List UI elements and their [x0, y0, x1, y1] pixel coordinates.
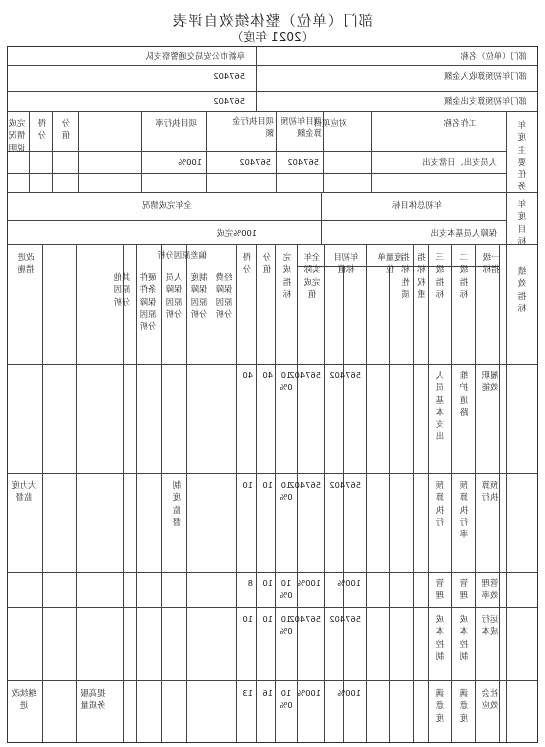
- row-score: 10: [262, 480, 273, 490]
- rule: [343, 266, 344, 742]
- row-target: 100%: [297, 688, 321, 698]
- row-lvl3: 满意度: [435, 688, 445, 723]
- rule: [321, 192, 322, 244]
- unit-head: 度量单位: [377, 252, 403, 275]
- rule: [256, 244, 257, 742]
- rule: [29, 111, 30, 192]
- points-head: 得分: [242, 252, 252, 275]
- rule: [428, 244, 429, 742]
- row-unit: 100%: [337, 578, 361, 588]
- tasks-section-label: 年度主要任务: [517, 120, 527, 192]
- row-unit: 100%: [337, 688, 361, 698]
- actual-head: 全年实际完成值: [303, 252, 321, 299]
- rule: [256, 65, 257, 111]
- rule: [324, 244, 325, 742]
- row-lvl1: 社会效应: [481, 688, 499, 711]
- row-lvl2: 满意度: [459, 688, 469, 723]
- rule: [413, 244, 414, 742]
- dev-hardware-head: 硬件条件保障原因分析: [139, 272, 157, 332]
- rule: [161, 244, 162, 742]
- goals-section-label: 年度目标: [517, 199, 527, 246]
- row-rate: 100%: [279, 614, 293, 637]
- dev-other-head: 其他原因分析: [113, 272, 131, 307]
- row-score: 40: [262, 370, 273, 380]
- row-target: 567402: [289, 614, 321, 624]
- rule: [276, 111, 277, 192]
- rule: [366, 244, 367, 742]
- rule: [42, 244, 43, 742]
- row-dev: 制度监督: [172, 480, 182, 527]
- rule: [297, 244, 298, 742]
- dev-budget-head: 经费保障原因分析: [215, 272, 233, 319]
- task-score-head: 分值: [61, 118, 71, 141]
- rule: [371, 111, 372, 192]
- goal-target-label: 年初总体目标: [392, 200, 442, 210]
- rule: [8, 607, 537, 608]
- rule: [8, 65, 537, 66]
- project-head: 对应项目: [313, 118, 347, 128]
- lvl3-head: 三级指标: [435, 252, 445, 299]
- lvl2-head: 二级指标: [459, 252, 469, 299]
- row-lvl2: 成本控制: [459, 614, 469, 661]
- year-budget-head: 项目年初预算金额: [280, 116, 322, 139]
- row-score: 10: [262, 578, 273, 588]
- weight-head: 指标权重: [417, 252, 426, 299]
- rule: [8, 680, 537, 681]
- rule: [141, 111, 142, 192]
- row-score: 10: [262, 614, 273, 624]
- row-lvl3: 成本控制: [435, 614, 445, 661]
- goal-completion-value: 100%完成: [216, 228, 257, 238]
- row-target: 100%: [297, 578, 321, 588]
- rule: [206, 111, 207, 192]
- row-unit: 567402: [329, 370, 361, 380]
- rule: [123, 244, 124, 742]
- row-target: 567402: [289, 370, 321, 380]
- exec-amount-head: 项目执行金额: [232, 116, 274, 139]
- row-points: 13: [242, 688, 253, 698]
- rule: [8, 364, 537, 365]
- rate-head: 完成指标: [282, 252, 292, 299]
- row-rate: 100%: [279, 688, 293, 711]
- row-lvl3: 预算执行: [435, 480, 445, 527]
- row-rate: 100%: [279, 370, 293, 393]
- row-target: 567402: [289, 480, 321, 490]
- row-lvl1: 预算执行: [481, 480, 499, 503]
- goal-completion-label: 全年完成情况: [142, 200, 192, 210]
- task-budget-value: 567402: [287, 157, 319, 167]
- rule: [8, 151, 507, 152]
- exec-rate-head: 项目执行率: [155, 118, 197, 128]
- rule: [8, 111, 537, 112]
- task-name-value: 人员支出、日常支出: [422, 157, 497, 167]
- income-label: 部门年初预算收入金额: [444, 71, 527, 81]
- row-rate: 100%: [279, 578, 293, 601]
- nature-head: 指标性质: [401, 252, 410, 299]
- row-lvl1: 履职效能: [481, 370, 499, 393]
- rule: [389, 266, 390, 742]
- rule: [78, 111, 79, 192]
- deviation-head: 偏差原因分析: [157, 250, 207, 260]
- dev-staff-head: 人员保障原因分析: [165, 272, 183, 319]
- goal-target-value: 保障人员基本支出: [430, 228, 497, 238]
- row-measures: 大力度监督: [11, 480, 37, 503]
- rule: [451, 244, 452, 742]
- rule: [506, 244, 507, 742]
- row-lvl1: 管理效率: [481, 578, 499, 601]
- rule: [8, 220, 507, 221]
- performance-table: [7, 46, 538, 743]
- row-points: 8: [247, 578, 253, 588]
- rule: [76, 244, 77, 742]
- row-score: 16: [262, 688, 273, 698]
- task-rate-value: 100%: [178, 157, 202, 167]
- rule: [52, 111, 53, 192]
- dept-value: 阜新市公安局交通警察支队: [145, 51, 245, 61]
- rule: [8, 192, 537, 193]
- row-points: 10: [242, 614, 253, 624]
- rule: [256, 47, 257, 65]
- lvl1-head: 一级指标: [482, 252, 500, 275]
- row-lvl2: 管理: [459, 578, 469, 601]
- score-head: 分值: [262, 252, 272, 275]
- row-measures: 继续改进: [11, 688, 37, 711]
- indicators-section-label: 绩效指标: [517, 266, 527, 313]
- rule: [8, 173, 507, 174]
- row-lvl2: 维护道路: [459, 370, 469, 417]
- row-lvl1: 运行成本: [481, 614, 499, 637]
- year-value-head: 年初目标值: [333, 252, 359, 275]
- rule: [8, 572, 537, 573]
- row-unit: 567402: [329, 614, 361, 624]
- task-exec-value: 567402: [239, 157, 271, 167]
- task-name-head: 工作名称: [443, 118, 477, 128]
- rule: [8, 91, 537, 92]
- expense-label: 部门年初预算支出金额: [444, 96, 527, 106]
- task-explain-head: 完成情况说明: [8, 118, 26, 153]
- rule: [8, 473, 537, 474]
- row-lvl3: 人员基本支出: [435, 370, 445, 442]
- dept-label: 部门（单位）名称: [460, 51, 527, 61]
- rule: [236, 244, 237, 742]
- rule: [186, 244, 187, 742]
- income-value: 567402: [213, 71, 245, 81]
- rule: [475, 244, 476, 742]
- row-lvl3: 管理: [435, 578, 445, 601]
- row-unit: 567402: [329, 480, 361, 490]
- measures-head: 改进措施: [17, 252, 35, 275]
- row-points: 40: [242, 370, 253, 380]
- row-dev: 提高服务质量: [80, 688, 106, 711]
- rule: [8, 244, 537, 245]
- dev-policy-head: 制度保障原因分析: [190, 272, 208, 319]
- row-lvl2: 预算执行率: [459, 480, 469, 540]
- rule: [506, 111, 507, 244]
- expense-value: 567402: [213, 96, 245, 106]
- task-points-head: 得分: [37, 118, 47, 141]
- page-title: 部门（单位）整体绩效自评表: [171, 14, 374, 30]
- page-year: （2021 年度）: [231, 30, 314, 44]
- row-rate: 100%: [279, 480, 293, 503]
- row-points: 10: [242, 480, 253, 490]
